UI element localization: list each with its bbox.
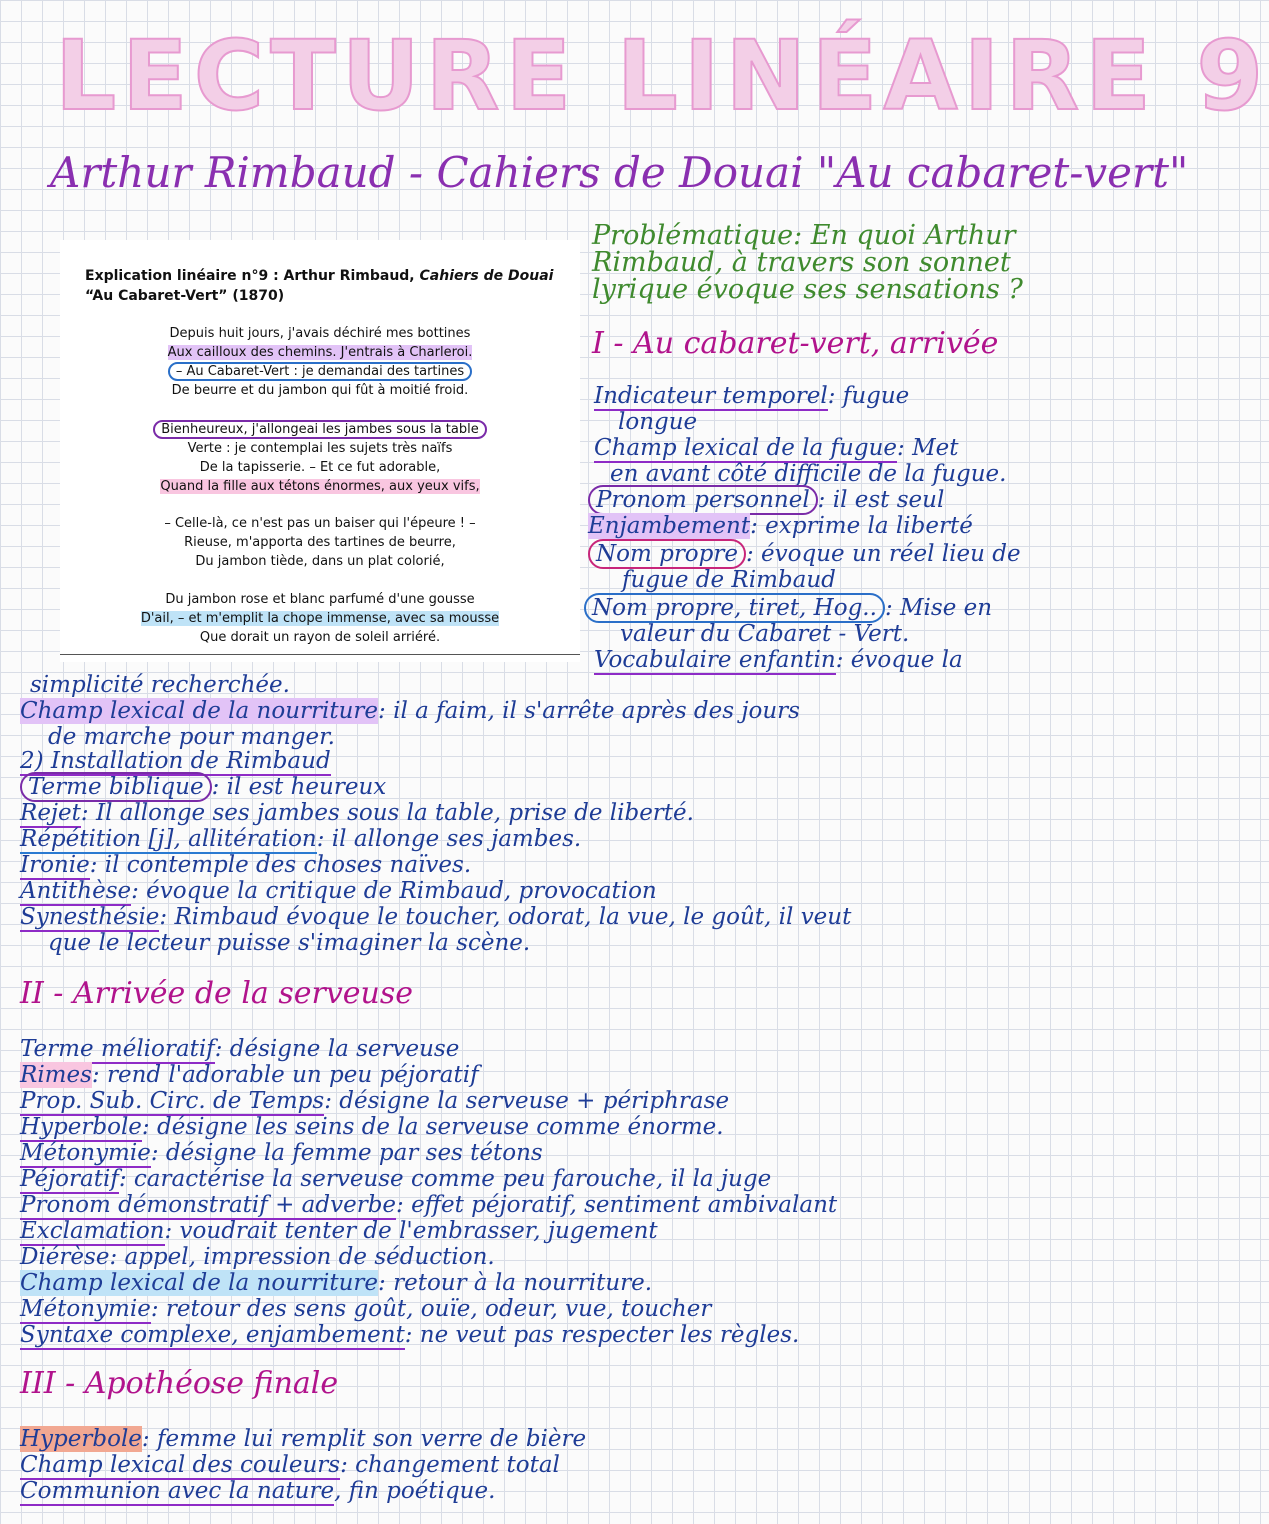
note-line <box>20 698 800 724</box>
note-term: Pronom démonstratif + adverbe <box>20 1192 397 1218</box>
note-term: Vocabulaire enfantin <box>594 647 836 673</box>
note-text: : désigne les seins de la serveuse comme énorme. <box>141 1114 724 1140</box>
note-text: : évoque un réel lieu de <box>746 541 1021 567</box>
note-line <box>20 774 386 800</box>
note-term: Répétition [j], allitération <box>20 826 317 852</box>
note-text: : femme lui remplit son verre de bière <box>141 1426 587 1452</box>
note-text: : voudrait tenter de l'embrasser, jugement <box>164 1218 658 1244</box>
note-text: : il est heureux <box>211 774 387 800</box>
note-text: : Met <box>897 435 959 461</box>
note-text: que le lecteur puisse s'imaginer la scène. <box>48 930 531 956</box>
note-line <box>20 1192 837 1218</box>
note-text: : il a faim, il s'arrête après des jours <box>378 698 800 724</box>
note-term: Nom propre, tiret, Hog.. <box>584 593 885 623</box>
note-term: Hyperbole <box>20 1426 142 1452</box>
note-text: : évoque la <box>835 647 963 673</box>
note-term: Terme biblique <box>20 772 212 802</box>
note-text: de marche pour manger. <box>48 724 335 750</box>
note-line <box>20 1478 495 1504</box>
note-term: Péjoratif <box>20 1166 119 1192</box>
note-line <box>594 435 959 461</box>
note-term: Nom propre <box>588 539 746 569</box>
poem-verse <box>60 477 580 496</box>
note-line <box>20 904 851 930</box>
note-line <box>20 1322 799 1348</box>
note-text: fugue de Rimbaud <box>622 567 836 593</box>
note-text: : exprime la liberté <box>750 513 973 539</box>
poem-verse-text: Quand la fille aux tétons énormes, aux yeux vifs, <box>160 479 480 494</box>
note-term: Synesthésie <box>20 904 160 930</box>
poem-verse <box>60 362 580 381</box>
note-term: Rejet <box>20 800 81 826</box>
poem-verse: Du jambon rose et blanc parfumé d'une gousse <box>165 592 475 607</box>
note-line <box>20 826 581 852</box>
note-line <box>48 724 335 750</box>
note-text: : Il allonge ses jambes sous la table, prise de liberté. <box>80 800 694 826</box>
note-text: : ne veut pas respecter les règles. <box>404 1322 800 1348</box>
poem-verse <box>60 609 580 628</box>
note-term: Indicateur temporel <box>594 383 828 409</box>
note-text: : il contemple des choses naïves. <box>89 852 472 878</box>
note-text: : appel, impression de séduction. <box>109 1244 495 1270</box>
note-text: valeur du Cabaret - Vert. <box>620 621 910 647</box>
section-1-title: I - Au cabaret-vert, arrivée <box>592 326 999 361</box>
heading-work: Cahiers de Douai <box>419 268 554 284</box>
poem-verse: De beurre et du jambon qui fût à moitié froid. <box>171 383 469 398</box>
note-line <box>610 461 1006 487</box>
note-line <box>588 541 1021 567</box>
note-text: : effet péjoratif, sentiment ambivalant <box>396 1192 838 1218</box>
note-term: Champ lexical des couleurs <box>20 1452 341 1478</box>
note-text: : changement total <box>340 1452 560 1478</box>
poem-verse: – Celle-là, ce n'est pas un baiser qui l'épeure ! – <box>164 516 476 531</box>
poem-verse: De la tapisserie. – Et ce fut adorable, <box>199 460 441 475</box>
note-text: longue <box>618 409 698 435</box>
sheet-divider <box>60 654 580 655</box>
note-line <box>20 748 331 774</box>
poem-sheet <box>60 240 580 662</box>
poem-verse-text: – Au Cabaret-Vert : je demandai des tartines <box>168 362 472 381</box>
note-text: : désigne la serveuse <box>214 1036 460 1062</box>
note-line <box>594 647 963 673</box>
note-term: Champ lexical de la fugue <box>594 435 898 461</box>
note-line <box>20 1244 495 1270</box>
note-text: : rend l'adorable un peu péjoratif <box>91 1062 479 1088</box>
poem-verse: Du jambon tiède, dans un plat colorié, <box>195 554 445 569</box>
note-term: Terme mélioratif <box>20 1036 215 1062</box>
note-term: Hyperbole <box>20 1114 142 1140</box>
heading-prefix: Explication linéaire n°9 : Arthur Rimbaud, <box>85 268 420 284</box>
poem-verse: Depuis huit jours, j'avais déchiré mes bottines <box>169 326 471 341</box>
note-text: : Rimbaud évoque le toucher, odorat, la vue, le goût, il veut <box>159 904 852 930</box>
note-line <box>20 1036 459 1062</box>
note-line <box>20 800 694 826</box>
note-line <box>20 1114 724 1140</box>
note-line <box>20 878 657 904</box>
note-line <box>30 672 290 698</box>
page-title: LECTURE LINÉAIRE 9 <box>55 20 1269 132</box>
note-line <box>20 1218 658 1244</box>
note-term: Prop. Sub. Circ. de Temps <box>20 1088 325 1114</box>
note-line <box>48 930 530 956</box>
note-text: : retour des sens goût, ouïe, odeur, vue, toucher <box>150 1296 712 1322</box>
note-text: , fin poétique. <box>334 1478 496 1504</box>
note-text: en avant côté difficile de la fugue. <box>610 461 1007 487</box>
poem-verse-text: Bienheureux, j'allongeai les jambes sous la table <box>153 420 486 439</box>
note-term: Pronom personnel <box>588 485 818 515</box>
note-term: 2) Installation de Rimbaud <box>20 748 331 774</box>
poem-verse: Verte : je contemplai les sujets très naïfs <box>187 441 453 456</box>
note-line <box>20 1270 652 1296</box>
note-line <box>20 1062 479 1088</box>
poem-verse: Que dorait un rayon de soleil arriéré. <box>199 630 441 645</box>
note-text: : fugue <box>827 383 910 409</box>
note-line <box>588 487 944 513</box>
note-text: : désigne la serveuse + périphrase <box>324 1088 730 1114</box>
note-line <box>622 567 836 593</box>
sheet-heading <box>85 266 555 306</box>
note-text: : caractérise la serveuse comme peu farouche, il la juge <box>118 1166 772 1192</box>
note-term: Communion avec la nature <box>20 1478 335 1504</box>
problematique <box>592 222 1023 303</box>
note-line <box>620 621 909 647</box>
note-line <box>20 852 471 878</box>
note-line <box>594 383 909 409</box>
note-term: Antithèse <box>20 878 132 904</box>
note-line <box>20 1426 586 1452</box>
note-term: Ironie <box>20 852 90 878</box>
poem-verse <box>60 420 580 439</box>
note-term: Exclamation <box>20 1218 165 1244</box>
note-term: Champ lexical de la nourriture <box>20 698 379 724</box>
problematique-line: lyrique évoque ses sensations ? <box>592 274 1023 305</box>
section-2-title: II - Arrivée de la serveuse <box>20 976 414 1011</box>
poem-verse <box>60 343 580 362</box>
note-term: Champ lexical de la nourriture <box>20 1270 379 1296</box>
poem-verse-text: D'ail, – et m'emplit la chope immense, avec sa mousse <box>140 611 500 626</box>
note-line <box>588 513 973 539</box>
subtitle: Arthur Rimbaud - Cahiers de Douai "Au cabaret-vert" <box>50 148 1189 197</box>
note-line <box>20 1452 560 1478</box>
note-term: Diérèse <box>20 1244 110 1270</box>
section-3-title: III - Apothéose finale <box>20 1366 339 1401</box>
note-term: Métonymie <box>20 1140 151 1166</box>
note-line <box>20 1166 771 1192</box>
note-line <box>584 595 992 621</box>
note-term: Syntaxe complexe, enjambement <box>20 1322 405 1348</box>
problematique-line: Rimbaud, à travers son sonnet <box>592 247 1011 278</box>
note-text: : retour à la nourriture. <box>378 1270 653 1296</box>
note-term: Métonymie <box>20 1296 151 1322</box>
note-text: : il allonge ses jambes. <box>316 826 582 852</box>
note-term: Rimes <box>20 1062 92 1088</box>
note-text: : il est seul <box>817 487 945 513</box>
note-text: : évoque la critique de Rimbaud, provocation <box>131 878 657 904</box>
note-text: : désigne la femme par ses tétons <box>150 1140 543 1166</box>
note-text: simplicité recherchée. <box>30 672 290 698</box>
note-text: : Mise en <box>884 595 993 621</box>
poem-verse-text: Aux cailloux des chemins. J'entrais à Charleroi. <box>167 345 473 360</box>
note-line <box>618 409 697 435</box>
poem-verse: Rieuse, m'apporta des tartines de beurre, <box>184 535 456 550</box>
note-term: Enjambement <box>588 513 751 539</box>
note-line <box>20 1296 711 1322</box>
note-line <box>20 1140 543 1166</box>
note-line <box>20 1088 729 1114</box>
heading-suffix: “Au Cabaret-Vert” (1870) <box>85 288 285 304</box>
problematique-line: Problématique: En quoi Arthur <box>592 220 1016 251</box>
